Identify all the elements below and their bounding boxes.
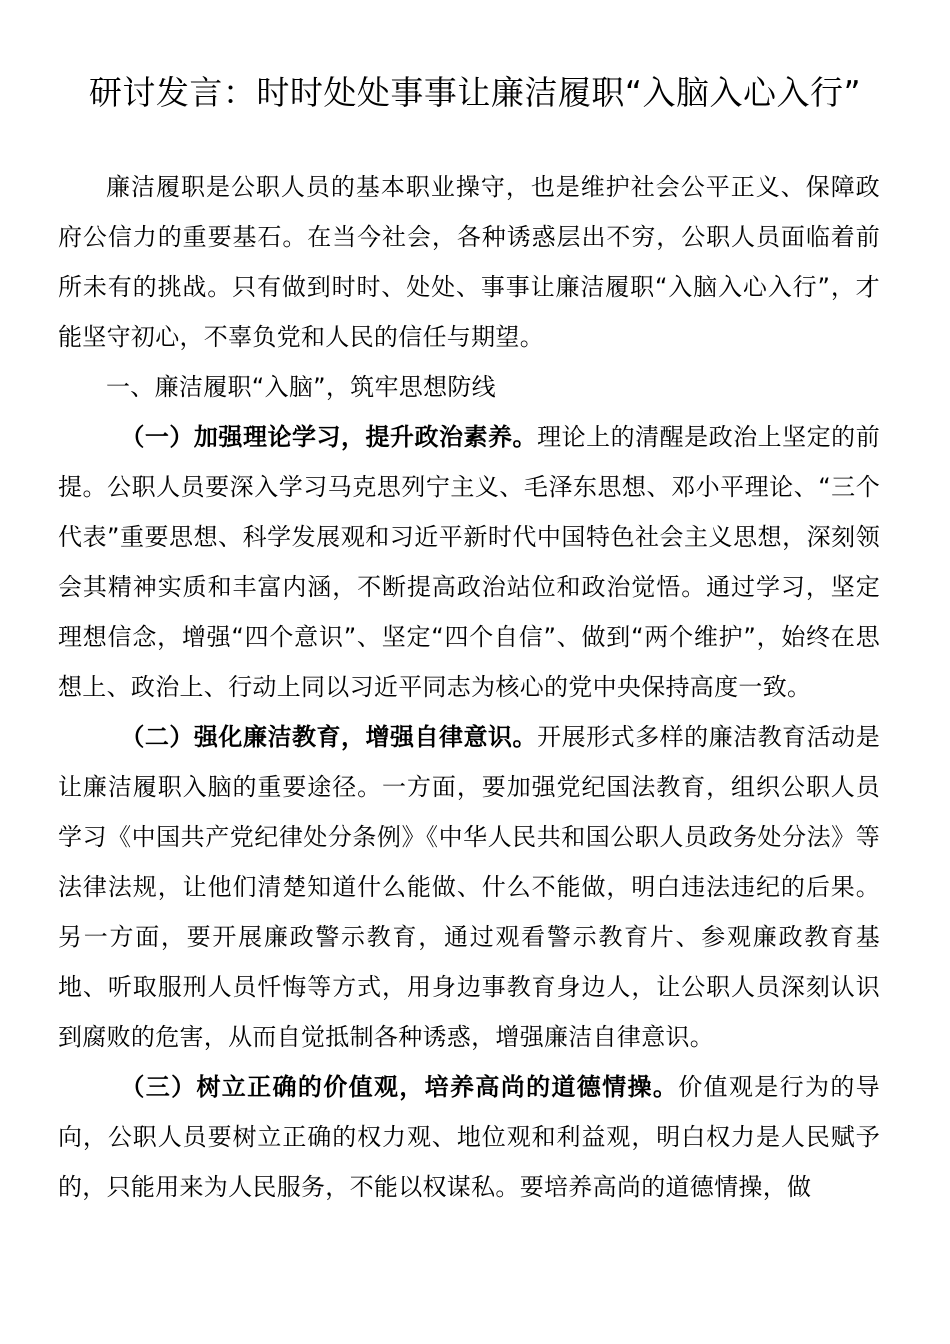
document-body	[58, 162, 880, 1212]
paragraph-2	[58, 712, 880, 1062]
paragraph-2-text: 开展形式多样的廉洁教育活动是让廉洁履职入脑的重要途径。一方面，要加强党纪国法教育，组织公职人员学习《中国共产党纪律处分条例》《中华人民共和国公职人员政务处分法》等法律法规，让他们清楚知道什么能做、什么不能做，明白违法违纪的后果。另一方面，要开展廉政警示教育，通过观看警示教育片、参观廉政教育基地、听取服刑人员忏悔等方式，用身边事教育身边人，让公职人员深刻认识到腐败的危害，从而自觉抵制各种诱惑，增强廉洁自律意识。	[58, 723, 880, 1051]
intro-paragraph: 廉洁履职是公职人员的基本职业操守，也是维护社会公平正义、保障政府公信力的重要基石。在当今社会，各种诱惑层出不穷，公职人员面临着前所未有的挑战。只有做到时时、处处、事事让廉洁履职“入脑入心入行”，才能坚守初心，不辜负党和人民的信任与期望。	[58, 173, 880, 351]
paragraph-1	[58, 412, 880, 712]
section-heading: 一、廉洁履职“入脑”，筑牢思想防线	[106, 373, 496, 401]
document-title: 研讨发言：时时处处事事让廉洁履职“入脑入心入行”	[88, 73, 862, 112]
paragraph-1-text: 理论上的清醒是政治上坚定的前提。公职人员要深入学习马克思列宁主义、毛泽东思想、邓小平理论、“三个代表”重要思想、科学发展观和习近平新时代中国特色社会主义思想，深刻领会其精神实质和丰富内涵，不断提高政治站位和政治觉悟。通过学习，坚定理想信念，增强“四个意识”、坚定“四个自信”、做到“两个维护”，始终在思想上、政治上、行动上同以习近平同志为核心的党中央保持高度一致。	[58, 423, 880, 701]
paragraph-3	[58, 1062, 880, 1212]
paragraph-1-lead: （一）加强理论学习，提升政治素养。	[120, 423, 538, 451]
paragraph-3-lead: （三）树立正确的价值观，培养高尚的道德情操。	[120, 1073, 679, 1101]
paragraph-2-lead: （二）强化廉洁教育，增强自律意识。	[120, 723, 538, 751]
paragraph-3-text: 价值观是行为的导向，公职人员要树立正确的权力观、地位观和利益观，明白权力是人民赋予的，只能用来为人民服务，不能以权谋私。要培养高尚的道德情操，做	[58, 1073, 880, 1201]
